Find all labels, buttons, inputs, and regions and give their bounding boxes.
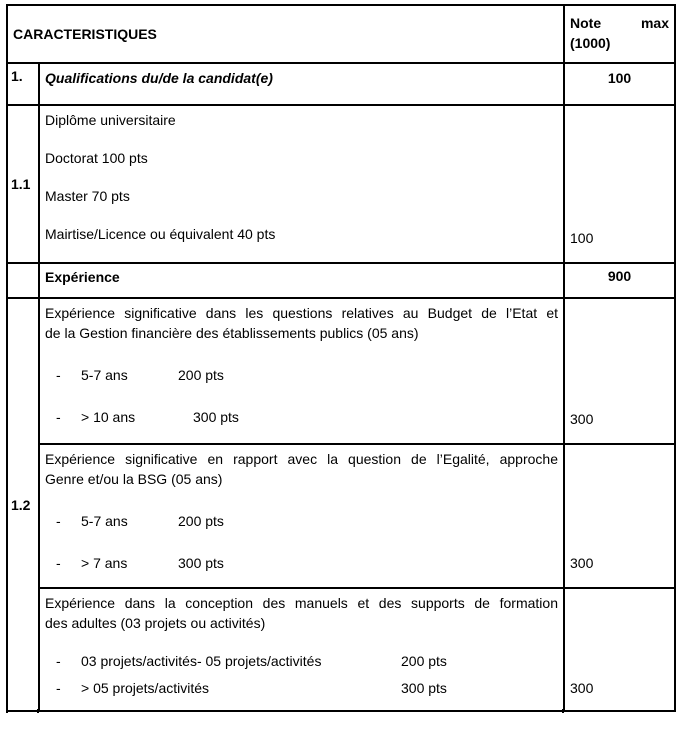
sub1-bullet-1 (45, 365, 558, 385)
row-1-2-sub2 (7, 444, 675, 588)
sub2-desc-line2: Genre et/ou la BSG (05 ans) (45, 471, 223, 487)
row-1-1 (7, 105, 675, 263)
row-1-2-sub1 (7, 298, 675, 444)
header-note-line1 (570, 13, 669, 33)
sub1-bullet-2-label: > 10 ans (81, 409, 136, 425)
section-1-row (7, 63, 675, 105)
sub3-desc-line1: Expérience dans la conception des manuels et des supports de formation (45, 595, 558, 611)
sub2-bullet-1-pts: 200 pts (178, 513, 224, 529)
row-1-2-sub3 (7, 588, 675, 711)
section-1-note: 100 (564, 63, 675, 105)
row-1-2-number: 1.2 (7, 298, 39, 711)
sub1-desc-line2: de la Gestion financière des établissements publics (05 ans) (45, 325, 419, 341)
row-1-1-content (39, 105, 564, 263)
row-1-2-sub3-note: 300 (564, 588, 675, 711)
table-border-stub (562, 709, 564, 713)
section-1-title: Qualifications du/de la candidat(e) (39, 63, 564, 105)
sub3-desc-line2: des adultes (03 projets ou activités) (45, 615, 266, 631)
header-note-word: Note (570, 15, 602, 31)
sub3-bullets (45, 651, 558, 698)
experience-note: 900 (564, 263, 675, 298)
sub1-desc-line1: Expérience significative dans les questions relatives au Budget de l’Etat et (45, 305, 558, 321)
sub2-desc-line1: Expérience significative en rapport avec la question de l’Egalité, approche (45, 451, 558, 467)
sub2-bullet-1-label: 5-7 ans (81, 513, 128, 529)
header-note-total: (1000) (570, 35, 611, 51)
sub2-bullet-1 (45, 511, 558, 531)
sub2-bullet-2 (45, 553, 558, 573)
sub3-bullet-2-label: > 05 projets/activités (81, 680, 210, 696)
table-border-stub (6, 709, 8, 713)
header-note-cell (564, 5, 675, 63)
experience-row (7, 263, 675, 298)
header-row (7, 5, 675, 63)
header-caracteristiques-cell (7, 5, 564, 63)
maitrise-line: Mairtise/Licence ou équivalent 40 pts (45, 226, 276, 242)
bullet-dash: - (56, 513, 61, 529)
sub1-bullet-2-pts: 300 pts (193, 409, 239, 425)
sub2-bullet-2-label: > 7 ans (81, 555, 128, 571)
bullet-dash: - (56, 409, 61, 425)
row-1-2-sub3-content (39, 588, 564, 711)
row-1-2-sub2-note: 300 (564, 444, 675, 588)
row-1-2-sub1-note: 300 (564, 298, 675, 444)
sub3-bullet-1 (45, 651, 558, 671)
bullet-dash: - (56, 653, 61, 669)
bullet-dash: - (56, 680, 61, 696)
sub1-bullet-1-pts: 200 pts (178, 367, 224, 383)
sub2-bullet-2-pts: 300 pts (178, 555, 224, 571)
experience-title: Expérience (39, 263, 564, 298)
row-1-1-note: 100 (564, 105, 675, 263)
diplome-line: Diplôme universitaire (45, 112, 176, 128)
row-1-2-sub2-content (39, 444, 564, 588)
sub3-bullet-1-pts: 200 pts (401, 653, 447, 669)
evaluation-table (6, 4, 676, 712)
header-max-word: max (640, 15, 669, 31)
sub3-bullet-1-label: 03 projets/activités- 05 projets/activités (81, 653, 322, 669)
bullet-dash: - (56, 555, 61, 571)
bullet-dash: - (56, 367, 61, 383)
sub1-bullet-2 (45, 407, 558, 427)
section-1-number: 1. (7, 63, 39, 105)
table-border-stub (37, 709, 39, 713)
row-1-2-sub1-content (39, 298, 564, 444)
doctorat-line: Doctorat 100 pts (45, 150, 148, 166)
row-1-1-number: 1.1 (7, 105, 39, 263)
experience-number-cell (7, 263, 39, 298)
sub2-bullets (45, 511, 558, 573)
sub1-bullets (45, 365, 558, 427)
sub3-bullet-2 (45, 678, 558, 698)
master-line: Master 70 pts (45, 188, 130, 204)
sub1-bullet-1-label: 5-7 ans (81, 367, 128, 383)
header-title: CARACTERISTIQUES (13, 26, 157, 42)
sub3-bullet-2-pts: 300 pts (401, 680, 447, 696)
